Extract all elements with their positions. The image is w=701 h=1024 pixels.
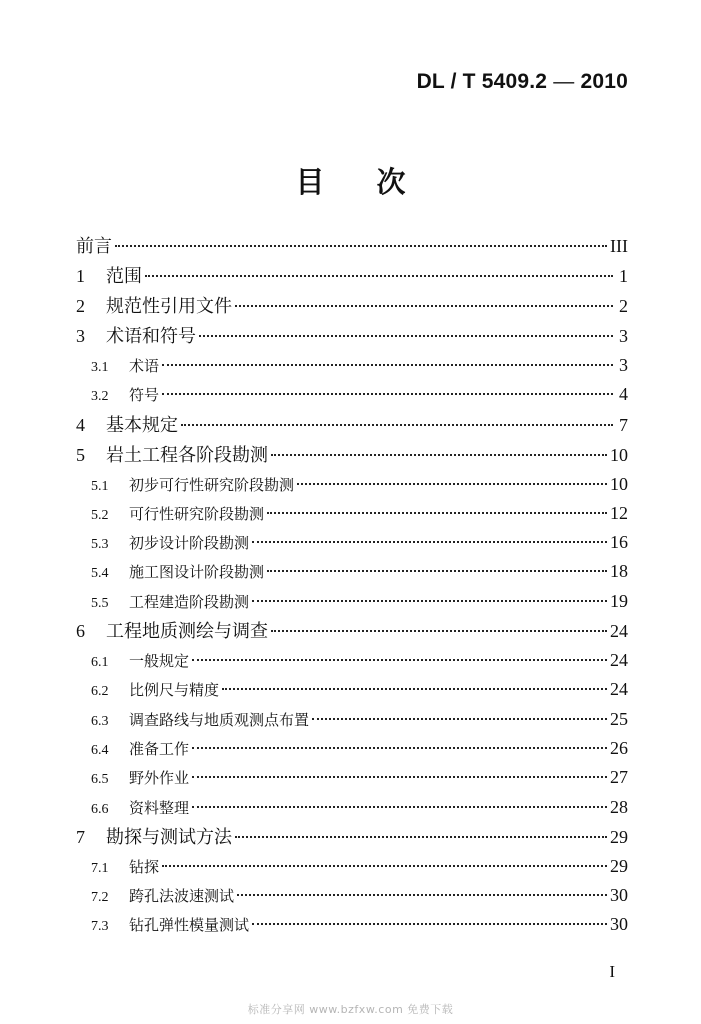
toc-leader-dots: [312, 718, 607, 720]
toc-leader-dots: [267, 570, 607, 572]
toc-entry-page: 19: [610, 590, 628, 611]
toc-entry[interactable]: [76, 380, 628, 409]
toc-leader-dots: [271, 630, 607, 632]
toc-entry[interactable]: [76, 793, 628, 822]
toc-entry-page: 29: [610, 855, 628, 876]
toc-entry-label: 前言: [76, 236, 112, 257]
toc-entry-page: III: [610, 236, 628, 256]
toc-entry[interactable]: [76, 822, 628, 852]
toc-entry[interactable]: [76, 881, 628, 910]
toc-entry-label: 工程建造阶段勘测: [129, 592, 250, 611]
toc-entry[interactable]: [76, 351, 628, 380]
toc-entry-number: 7.1: [91, 860, 109, 876]
toc-entry-page: 12: [610, 502, 628, 523]
toc-entry-page: 2: [619, 296, 628, 316]
toc-leader-dots: [181, 424, 613, 426]
toc-entry[interactable]: [76, 763, 628, 792]
toc-entry[interactable]: [76, 440, 628, 470]
table-of-contents: [76, 231, 628, 940]
toc-entry-label: 勘探与测试方法: [106, 826, 232, 848]
toc-leader-dots: [162, 364, 613, 366]
toc-entry-number: 6.5: [91, 772, 109, 788]
toc-entry[interactable]: [76, 734, 628, 763]
toc-entry-label: 初步可行性研究阶段勘测: [129, 475, 295, 494]
toc-leader-dots: [192, 659, 607, 661]
toc-entry-label: 施工图设计阶段勘测: [129, 563, 265, 582]
toc-entry-label: 范围: [106, 266, 142, 287]
toc-entry[interactable]: [76, 557, 628, 586]
toc-entry[interactable]: [76, 291, 628, 321]
toc-entry-page: 10: [610, 473, 628, 494]
toc-entry-number: 5.2: [91, 507, 109, 523]
toc-entry-label: 初步设计阶段勘测: [129, 534, 250, 553]
toc-entry[interactable]: [76, 616, 628, 646]
toc-entry-number: 6.4: [91, 742, 109, 758]
toc-leader-dots: [267, 512, 607, 514]
toc-entry-label: 调查路线与地质观测点布置: [129, 710, 310, 729]
toc-entry-label: 资料整理: [129, 798, 190, 817]
standard-code-year: 2010: [580, 70, 628, 93]
toc-entry-number: 5.3: [91, 537, 109, 553]
toc-entry-page: 4: [619, 384, 628, 405]
toc-leader-dots: [237, 894, 607, 896]
toc-entry-label: 准备工作: [129, 739, 190, 758]
toc-entry-label: 工程地质测绘与调查: [106, 621, 268, 643]
standard-code-dash: —: [547, 70, 581, 93]
toc-leader-dots: [252, 541, 607, 543]
toc-entry-label: 规范性引用文件: [106, 296, 232, 317]
toc-entry[interactable]: [76, 410, 628, 440]
toc-entry-label: 比例尺与精度: [129, 681, 220, 700]
toc-entry-page: 1: [619, 266, 628, 286]
toc-entry-number: 6.3: [91, 713, 109, 729]
toc-entry[interactable]: [76, 499, 628, 528]
toc-entry-number: 5.4: [91, 566, 109, 582]
toc-leader-dots: [192, 776, 607, 778]
toc-entry-page: 30: [610, 914, 628, 935]
toc-entry-page: 24: [610, 679, 628, 700]
standard-code: [417, 70, 628, 94]
toc-entry[interactable]: [76, 470, 628, 499]
toc-entry-label: 一般规定: [129, 652, 190, 671]
toc-entry-page: 29: [610, 826, 628, 847]
toc-entry-label: 术语: [129, 357, 160, 375]
toc-entry[interactable]: [76, 705, 628, 734]
toc-leader-dots: [297, 483, 607, 485]
toc-entry-number: 3.1: [91, 360, 109, 375]
toc-entry[interactable]: [76, 587, 628, 616]
toc-entry-page: 25: [610, 708, 628, 729]
toc-entry-page: 16: [610, 532, 628, 553]
toc-entry[interactable]: [76, 646, 628, 675]
toc-leader-dots: [192, 747, 607, 749]
toc-leader-dots: [115, 245, 607, 247]
toc-leader-dots: [192, 806, 607, 808]
toc-entry[interactable]: [76, 321, 628, 351]
toc-entry-label: 钻孔弹性模量测试: [129, 916, 250, 935]
toc-entry-number: 2: [76, 296, 85, 316]
toc-entry-page: 28: [610, 796, 628, 817]
toc-entry-number: 7.2: [91, 890, 109, 906]
toc-entry-label: 跨孔法波速测试: [129, 887, 235, 906]
toc-leader-dots: [252, 923, 607, 925]
toc-entry-number: 5.5: [91, 595, 109, 611]
toc-leader-dots: [162, 865, 607, 867]
watermark: 标准分享网 www.bzfxw.com 免费下载: [247, 1003, 454, 1016]
toc-entry-number: 7: [76, 826, 85, 847]
toc-leader-dots: [222, 688, 607, 690]
toc-entry-label: 岩土工程各阶段勘测: [106, 444, 268, 466]
toc-entry-number: 3.2: [91, 389, 109, 405]
toc-entry[interactable]: [76, 675, 628, 704]
toc-entry-number: 6.6: [91, 801, 109, 817]
toc-entry[interactable]: [76, 852, 628, 881]
toc-entry-page: 10: [610, 444, 628, 465]
toc-entry[interactable]: [76, 528, 628, 557]
toc-entry-number: 5.1: [91, 478, 109, 494]
page-title: 目次: [295, 165, 458, 199]
toc-entry-label: 可行性研究阶段勘测: [129, 504, 265, 523]
toc-entry-page: 3: [619, 355, 628, 375]
toc-entry-label: 野外作业: [129, 769, 190, 788]
toc-entry-number: 1: [76, 266, 85, 286]
toc-entry-label: 符号: [129, 386, 160, 405]
toc-leader-dots: [199, 335, 613, 337]
toc-entry-page: 24: [610, 650, 628, 671]
toc-leader-dots: [252, 600, 607, 602]
toc-entry-page: 7: [619, 414, 628, 435]
toc-entry-number: 7.3: [91, 919, 109, 935]
toc-entry-number: 6: [76, 621, 85, 642]
toc-entry-label: 钻探: [129, 857, 160, 876]
toc-entry[interactable]: [76, 910, 628, 939]
toc-entry-number: 5: [76, 444, 85, 465]
toc-entry-page: 26: [610, 737, 628, 758]
toc-entry-number: 3: [76, 326, 85, 346]
toc-entry-page: 18: [610, 561, 628, 582]
toc-entry-page: 3: [619, 326, 628, 346]
page-number: I: [609, 962, 615, 981]
toc-entry-page: 30: [610, 885, 628, 906]
toc-leader-dots: [162, 393, 613, 395]
toc-entry-page: 27: [610, 767, 628, 788]
standard-code-prefix: DL / T 5409.2: [416, 70, 548, 93]
toc-entry-page: 24: [610, 621, 628, 642]
toc-leader-dots: [145, 275, 613, 277]
toc-leader-dots: [235, 836, 607, 838]
toc-entry[interactable]: [76, 261, 628, 291]
toc-entry-label: 术语和符号: [106, 326, 196, 347]
toc-leader-dots: [235, 305, 613, 307]
toc-entry-number: 4: [76, 414, 85, 435]
toc-entry-number: 6.1: [91, 655, 109, 671]
toc-leader-dots: [271, 454, 607, 456]
toc-entry[interactable]: [76, 231, 628, 261]
toc-entry-label: 基本规定: [106, 414, 178, 436]
toc-entry-number: 6.2: [91, 684, 109, 700]
